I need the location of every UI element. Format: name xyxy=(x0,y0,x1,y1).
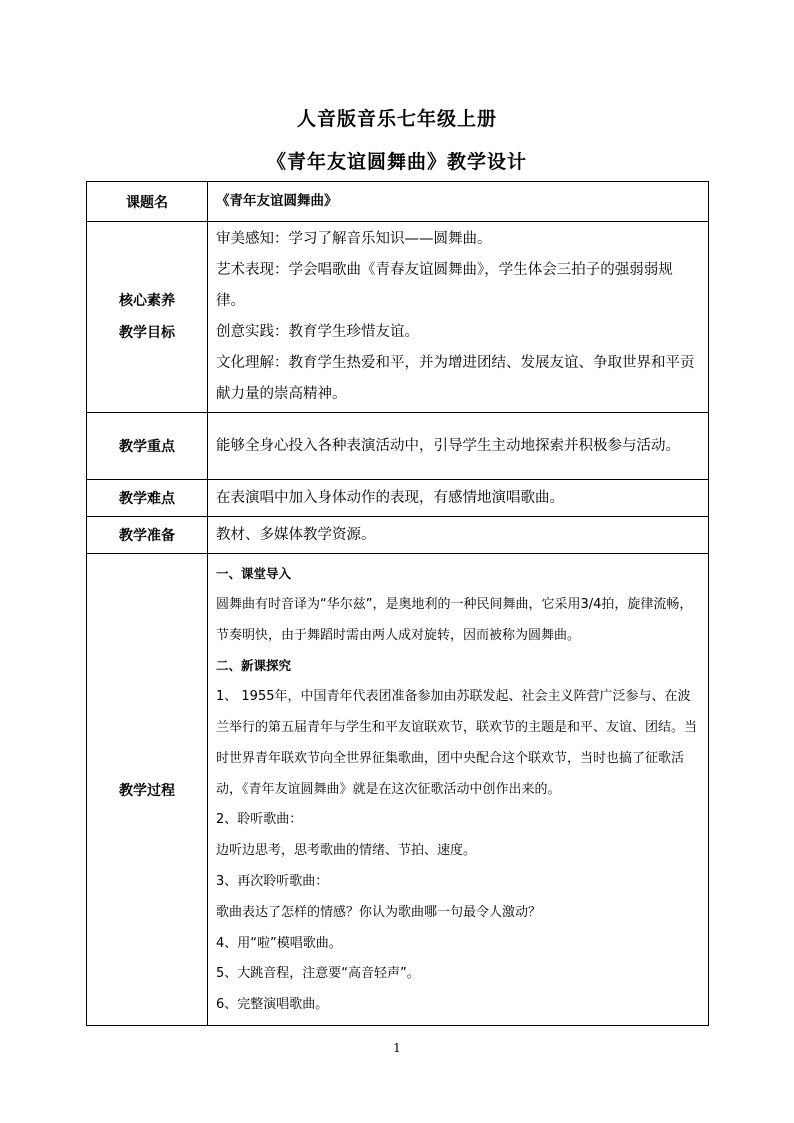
process-line: 边听边思考，思考歌曲的情绪、节拍、速度。 xyxy=(216,843,477,859)
table-row xyxy=(87,480,709,517)
process-label: 教学过程 xyxy=(87,554,208,1026)
goals-label xyxy=(87,222,208,413)
process-line: 二、新课探究 xyxy=(216,658,292,674)
document-subtitle: 《青年友谊圆舞曲》教学设计 xyxy=(266,151,527,173)
goal-item: 艺术表现：学会唱歌曲《青春友谊圆舞曲》，学生体会三拍子的强弱弱规律。 xyxy=(216,262,673,309)
lesson-plan-table xyxy=(86,181,709,1026)
process-line: 2、聆听歌曲： xyxy=(216,812,303,828)
process-content xyxy=(208,554,709,1026)
goals-label-line1: 核心素养 xyxy=(119,293,175,309)
topic-value: 《青年友谊圆舞曲》 xyxy=(208,182,709,222)
table-row xyxy=(87,413,709,480)
goal-item: 创意实践：教育学生珍惜友谊。 xyxy=(216,324,419,340)
difficulties-label: 教学难点 xyxy=(87,480,208,517)
goal-item: 文化理解：教育学生热爱和平，并为增进团结、发展友谊、争取世界和平贡献力量的崇高精神。 xyxy=(216,355,695,402)
process-line: 歌曲表达了怎样的情感？你认为歌曲哪一句最令人激动？ xyxy=(216,904,542,920)
process-line: 一、课堂导入 xyxy=(216,566,292,582)
topic-label: 课题名 xyxy=(87,182,208,222)
table-row xyxy=(87,182,709,222)
process-line: 4、用“啦”模唱歌曲。 xyxy=(216,935,342,951)
table-row xyxy=(87,554,709,1026)
process-line: 1、 1955年，中国青年代表团准备参加由苏联发起、社会主义阵营广泛参与、在波兰举行的第五届青年与学生和平友谊联欢节，联欢节的主题是和平、友谊、团结。当时世界青年联欢节向全世界征集歌曲，团中央配合这个联欢节，当时也搞了征歌活动，《青年友谊圆舞曲》就是在这次征歌活动中创作出来的。 xyxy=(216,689,698,797)
process-line: 5、大跳音程，注意要“高音轻声”。 xyxy=(216,966,420,982)
process-line: 3、再次聆听歌曲： xyxy=(216,873,329,889)
key-points-label: 教学重点 xyxy=(87,413,208,480)
key-points-value: 能够全身心投入各种表演活动中，引导学生主动地探索并积极参与活动。 xyxy=(208,413,709,480)
preparation-value: 教材、多媒体教学资源。 xyxy=(208,517,709,554)
process-line: 6、完整演唱歌曲。 xyxy=(216,997,329,1013)
goals-content xyxy=(208,222,709,413)
preparation-label: 教学准备 xyxy=(87,517,208,554)
document-title: 人音版音乐七年级上册 xyxy=(296,108,497,130)
page-number: 1 xyxy=(393,1041,401,1055)
table-row xyxy=(87,222,709,413)
process-line: 圆舞曲有时音译为“华尔兹”，是奥地利的一种民间舞曲，它采用3/4拍，旋律流畅，节奏明快，由于舞蹈时需由两人成对旋转，因而被称为圆舞曲。 xyxy=(216,596,693,643)
table-row xyxy=(87,517,709,554)
difficulties-value: 在表演唱中加入身体动作的表现，有感情地演唱歌曲。 xyxy=(208,480,709,517)
goal-item: 审美感知：学习了解音乐知识——圆舞曲。 xyxy=(216,231,492,247)
goals-label-line2: 教学目标 xyxy=(119,325,175,341)
